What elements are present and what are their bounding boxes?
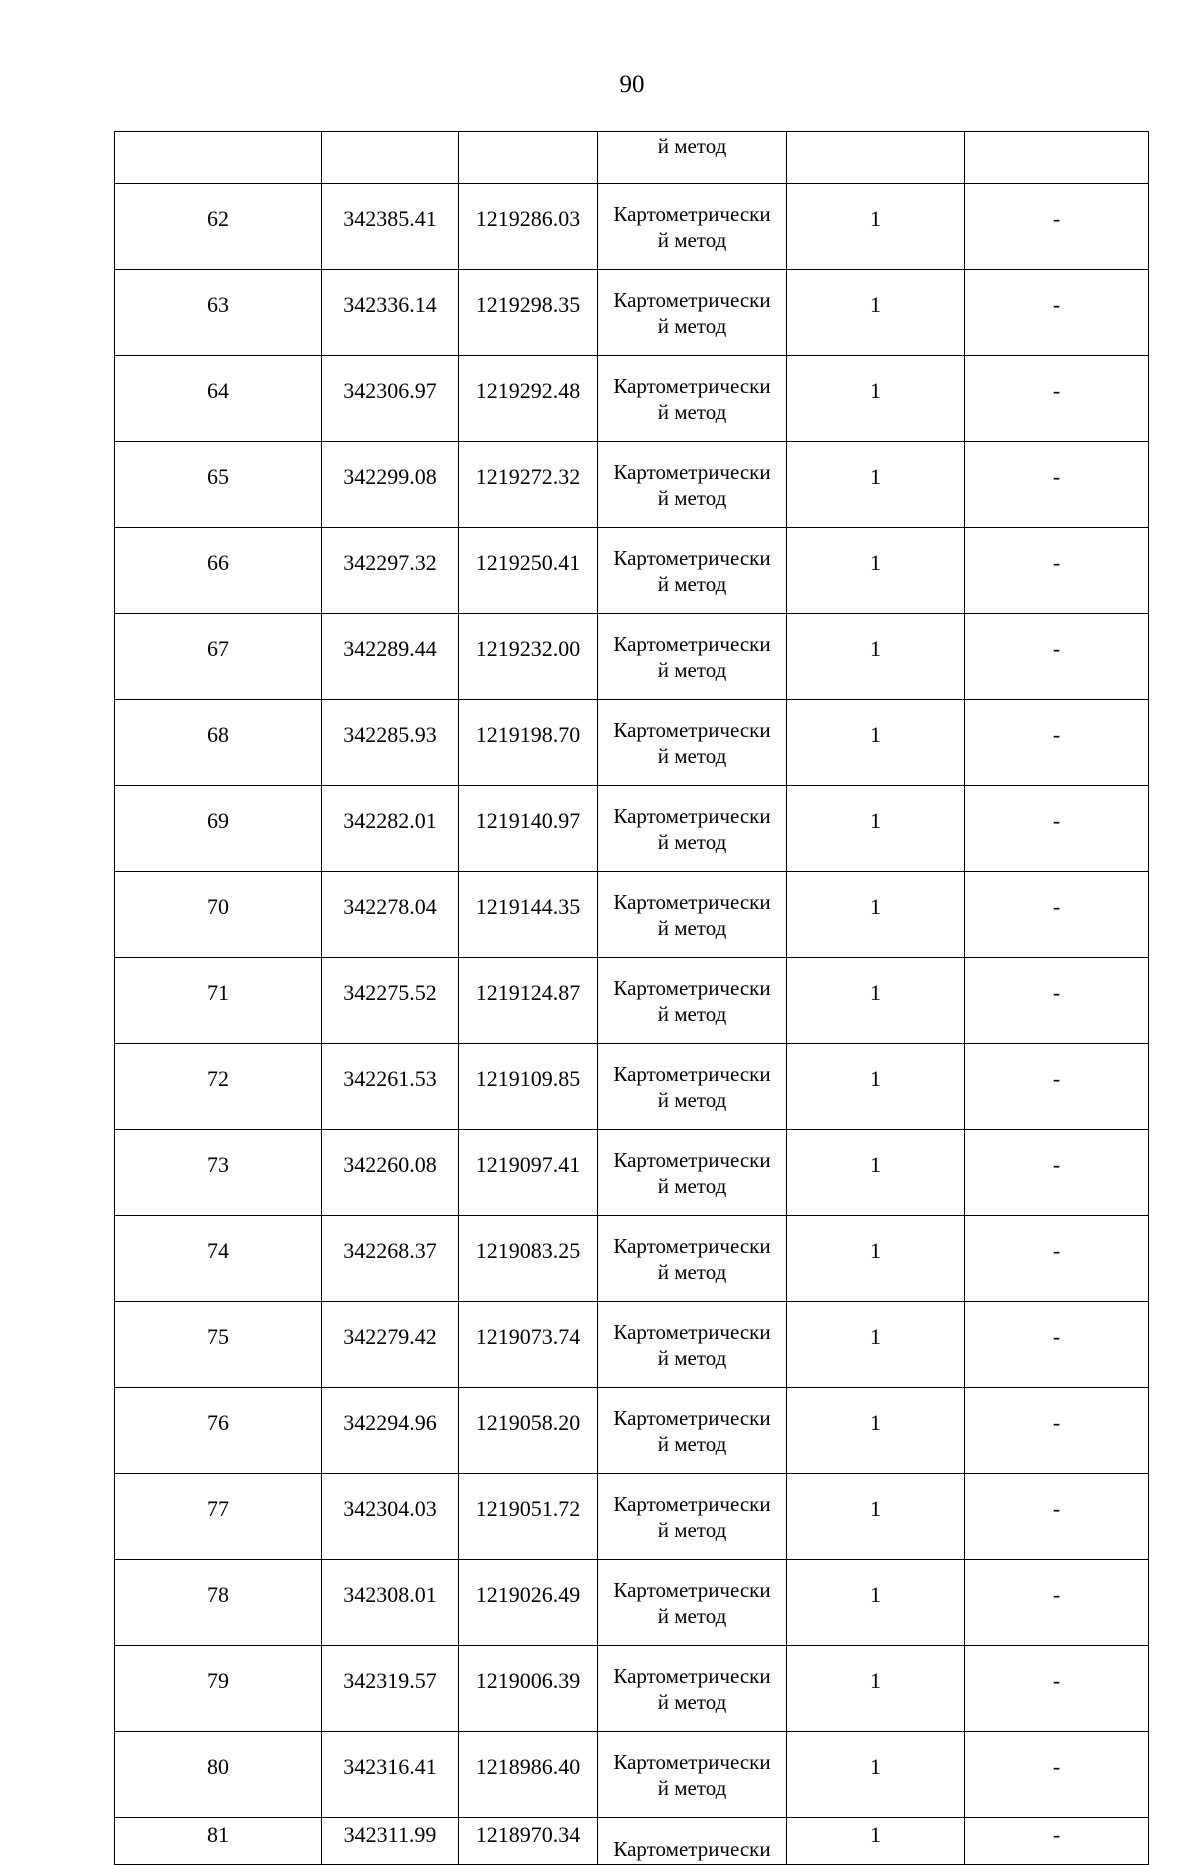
method-line-2: й метод xyxy=(657,400,727,424)
x-coordinate: 342285.93 xyxy=(322,700,459,786)
note-value: - xyxy=(965,270,1149,356)
method-cell xyxy=(598,1560,787,1646)
point-number: 68 xyxy=(115,700,322,786)
note-value: - xyxy=(965,184,1149,270)
accuracy-value: 1 xyxy=(787,1302,965,1388)
y-coordinate: 1219232.00 xyxy=(459,614,598,700)
method-line-1: Картометрически xyxy=(613,1837,771,1861)
method-line-1: Картометрически xyxy=(613,890,771,914)
method-line-1: Картометрически xyxy=(613,1148,771,1172)
table-row xyxy=(115,1216,1149,1302)
method-line-1: Картометрически xyxy=(613,632,771,656)
method-line-1: Картометрически xyxy=(613,1406,771,1430)
method-line-1: Картометрически xyxy=(613,1320,771,1344)
table-cell-accuracy xyxy=(787,132,965,184)
x-coordinate: 342308.01 xyxy=(322,1560,459,1646)
x-coordinate: 342278.04 xyxy=(322,872,459,958)
y-coordinate: 1219058.20 xyxy=(459,1388,598,1474)
note-value: - xyxy=(965,1130,1149,1216)
method-cell xyxy=(598,872,787,958)
method-line-2: й метод xyxy=(657,1346,727,1370)
point-number: 63 xyxy=(115,270,322,356)
table-row xyxy=(115,270,1149,356)
point-number: 66 xyxy=(115,528,322,614)
x-coordinate: 342279.42 xyxy=(322,1302,459,1388)
method-cell xyxy=(598,356,787,442)
accuracy-value: 1 xyxy=(787,442,965,528)
accuracy-value: 1 xyxy=(787,1818,965,1865)
method-line-1: Картометрически xyxy=(613,1664,771,1688)
x-coordinate: 342268.37 xyxy=(322,1216,459,1302)
method-cell xyxy=(598,700,787,786)
point-number: 73 xyxy=(115,1130,322,1216)
point-number: 69 xyxy=(115,786,322,872)
accuracy-value: 1 xyxy=(787,528,965,614)
method-cell xyxy=(598,1302,787,1388)
method-line-2: й метод xyxy=(657,1432,727,1456)
note-value: - xyxy=(965,1732,1149,1818)
method-line-2: й метод xyxy=(657,830,727,854)
method-line-1: Картометрически xyxy=(613,718,771,742)
x-coordinate: 342261.53 xyxy=(322,1044,459,1130)
accuracy-value: 1 xyxy=(787,1216,965,1302)
y-coordinate: 1219292.48 xyxy=(459,356,598,442)
method-cell xyxy=(598,1474,787,1560)
note-value: - xyxy=(965,356,1149,442)
y-coordinate: 1219250.41 xyxy=(459,528,598,614)
table-body xyxy=(115,132,1149,1865)
table-row-last xyxy=(115,1818,1149,1865)
method-line-2: й метод xyxy=(657,658,727,682)
note-value: - xyxy=(965,700,1149,786)
table-row xyxy=(115,442,1149,528)
point-number: 76 xyxy=(115,1388,322,1474)
table-row xyxy=(115,1388,1149,1474)
table-row xyxy=(115,356,1149,442)
point-number: 79 xyxy=(115,1646,322,1732)
point-number: 65 xyxy=(115,442,322,528)
method-cell xyxy=(598,528,787,614)
accuracy-value: 1 xyxy=(787,786,965,872)
point-number: 70 xyxy=(115,872,322,958)
table-row xyxy=(115,1732,1149,1818)
method-line-2: й метод xyxy=(657,1690,727,1714)
table-row xyxy=(115,184,1149,270)
method-line-2: й метод xyxy=(657,486,727,510)
method-line-1: Картометрически xyxy=(613,202,771,226)
method-line-1: Картометрически xyxy=(613,1750,771,1774)
method-cell xyxy=(598,184,787,270)
x-coordinate: 342311.99 xyxy=(322,1818,459,1865)
table-cell-x xyxy=(322,132,459,184)
y-coordinate: 1219198.70 xyxy=(459,700,598,786)
method-cell xyxy=(598,614,787,700)
x-coordinate: 342316.41 xyxy=(322,1732,459,1818)
accuracy-value: 1 xyxy=(787,184,965,270)
method-line-1: Картометрически xyxy=(613,546,771,570)
table-row xyxy=(115,1302,1149,1388)
method-line-2: й метод xyxy=(657,916,727,940)
point-number: 80 xyxy=(115,1732,322,1818)
x-coordinate: 342275.52 xyxy=(322,958,459,1044)
method-cell xyxy=(598,442,787,528)
x-coordinate: 342289.44 xyxy=(322,614,459,700)
method-line-1: Картометрически xyxy=(613,460,771,484)
y-coordinate: 1218986.40 xyxy=(459,1732,598,1818)
table-row xyxy=(115,1646,1149,1732)
accuracy-value: 1 xyxy=(787,1130,965,1216)
table-cell-num xyxy=(115,132,322,184)
method-line-1: Картометрически xyxy=(613,1062,771,1086)
method-line-1: Картометрически xyxy=(613,976,771,1000)
method-cell xyxy=(598,1388,787,1474)
note-value: - xyxy=(965,1560,1149,1646)
x-coordinate: 342336.14 xyxy=(322,270,459,356)
y-coordinate: 1219083.25 xyxy=(459,1216,598,1302)
accuracy-value: 1 xyxy=(787,1044,965,1130)
note-value: - xyxy=(965,1216,1149,1302)
method-text: й метод xyxy=(657,134,727,158)
table-row xyxy=(115,614,1149,700)
method-cell xyxy=(598,1732,787,1818)
method-line-1: Картометрически xyxy=(613,374,771,398)
note-value: - xyxy=(965,528,1149,614)
point-number: 77 xyxy=(115,1474,322,1560)
table-cell-y xyxy=(459,132,598,184)
point-number: 67 xyxy=(115,614,322,700)
accuracy-value: 1 xyxy=(787,1732,965,1818)
method-cell xyxy=(598,270,787,356)
table-cell-note xyxy=(965,132,1149,184)
table-row xyxy=(115,872,1149,958)
method-line-1: Картометрически xyxy=(613,288,771,312)
note-value: - xyxy=(965,1302,1149,1388)
continued-row xyxy=(115,132,1149,184)
method-line-2: й метод xyxy=(657,1174,727,1198)
y-coordinate: 1218970.34 xyxy=(459,1818,598,1865)
y-coordinate: 1219026.49 xyxy=(459,1560,598,1646)
method-line-2: й метод xyxy=(657,1260,727,1284)
y-coordinate: 1219051.72 xyxy=(459,1474,598,1560)
method-cell xyxy=(598,1216,787,1302)
x-coordinate: 342304.03 xyxy=(322,1474,459,1560)
accuracy-value: 1 xyxy=(787,1474,965,1560)
note-value: - xyxy=(965,1818,1149,1865)
y-coordinate: 1219006.39 xyxy=(459,1646,598,1732)
point-number: 72 xyxy=(115,1044,322,1130)
table-row xyxy=(115,1560,1149,1646)
point-number: 62 xyxy=(115,184,322,270)
accuracy-value: 1 xyxy=(787,958,965,1044)
method-line-1: Картометрически xyxy=(613,1234,771,1258)
method-line-2: й метод xyxy=(657,1518,727,1542)
method-line-2: й метод xyxy=(657,744,727,768)
accuracy-value: 1 xyxy=(787,700,965,786)
accuracy-value: 1 xyxy=(787,872,965,958)
accuracy-value: 1 xyxy=(787,614,965,700)
table-row xyxy=(115,528,1149,614)
note-value: - xyxy=(965,958,1149,1044)
point-number: 78 xyxy=(115,1560,322,1646)
x-coordinate: 342385.41 xyxy=(322,184,459,270)
x-coordinate: 342294.96 xyxy=(322,1388,459,1474)
method-line-1: Картометрически xyxy=(613,1578,771,1602)
note-value: - xyxy=(965,1474,1149,1560)
point-number: 81 xyxy=(115,1818,322,1865)
method-cell xyxy=(598,1646,787,1732)
method-line-2: й метод xyxy=(657,1776,727,1800)
method-line-2: й метод xyxy=(657,1604,727,1628)
y-coordinate: 1219272.32 xyxy=(459,442,598,528)
method-cell xyxy=(598,1818,787,1865)
y-coordinate: 1219140.97 xyxy=(459,786,598,872)
x-coordinate: 342306.97 xyxy=(322,356,459,442)
note-value: - xyxy=(965,872,1149,958)
accuracy-value: 1 xyxy=(787,1388,965,1474)
method-line-1: Картометрически xyxy=(613,1492,771,1516)
y-coordinate: 1219298.35 xyxy=(459,270,598,356)
table-row xyxy=(115,1130,1149,1216)
method-line-2: й метод xyxy=(657,572,727,596)
accuracy-value: 1 xyxy=(787,1646,965,1732)
note-value: - xyxy=(965,1646,1149,1732)
y-coordinate: 1219073.74 xyxy=(459,1302,598,1388)
point-number: 74 xyxy=(115,1216,322,1302)
note-value: - xyxy=(965,1044,1149,1130)
note-value: - xyxy=(965,1388,1149,1474)
note-value: - xyxy=(965,442,1149,528)
table-row xyxy=(115,958,1149,1044)
point-number: 71 xyxy=(115,958,322,1044)
y-coordinate: 1219286.03 xyxy=(459,184,598,270)
table-row xyxy=(115,1474,1149,1560)
coordinates-table xyxy=(114,131,1149,1865)
accuracy-value: 1 xyxy=(787,270,965,356)
method-cell xyxy=(598,786,787,872)
method-line-2: й метод xyxy=(657,1088,727,1112)
table-row xyxy=(115,700,1149,786)
note-value: - xyxy=(965,786,1149,872)
x-coordinate: 342299.08 xyxy=(322,442,459,528)
x-coordinate: 342297.32 xyxy=(322,528,459,614)
y-coordinate: 1219097.41 xyxy=(459,1130,598,1216)
y-coordinate: 1219109.85 xyxy=(459,1044,598,1130)
table-cell-method xyxy=(598,132,787,184)
accuracy-value: 1 xyxy=(787,356,965,442)
accuracy-value: 1 xyxy=(787,1560,965,1646)
y-coordinate: 1219124.87 xyxy=(459,958,598,1044)
x-coordinate: 342319.57 xyxy=(322,1646,459,1732)
method-cell xyxy=(598,958,787,1044)
method-cell xyxy=(598,1130,787,1216)
page-number: 90 xyxy=(619,71,645,98)
method-line-2: й метод xyxy=(657,1002,727,1026)
point-number: 64 xyxy=(115,356,322,442)
method-line-1: Картометрически xyxy=(613,804,771,828)
x-coordinate: 342282.01 xyxy=(322,786,459,872)
table-row xyxy=(115,1044,1149,1130)
table-row xyxy=(115,786,1149,872)
x-coordinate: 342260.08 xyxy=(322,1130,459,1216)
y-coordinate: 1219144.35 xyxy=(459,872,598,958)
method-line-2: й метод xyxy=(657,228,727,252)
note-value: - xyxy=(965,614,1149,700)
method-cell xyxy=(598,1044,787,1130)
point-number: 75 xyxy=(115,1302,322,1388)
method-line-2: й метод xyxy=(657,314,727,338)
